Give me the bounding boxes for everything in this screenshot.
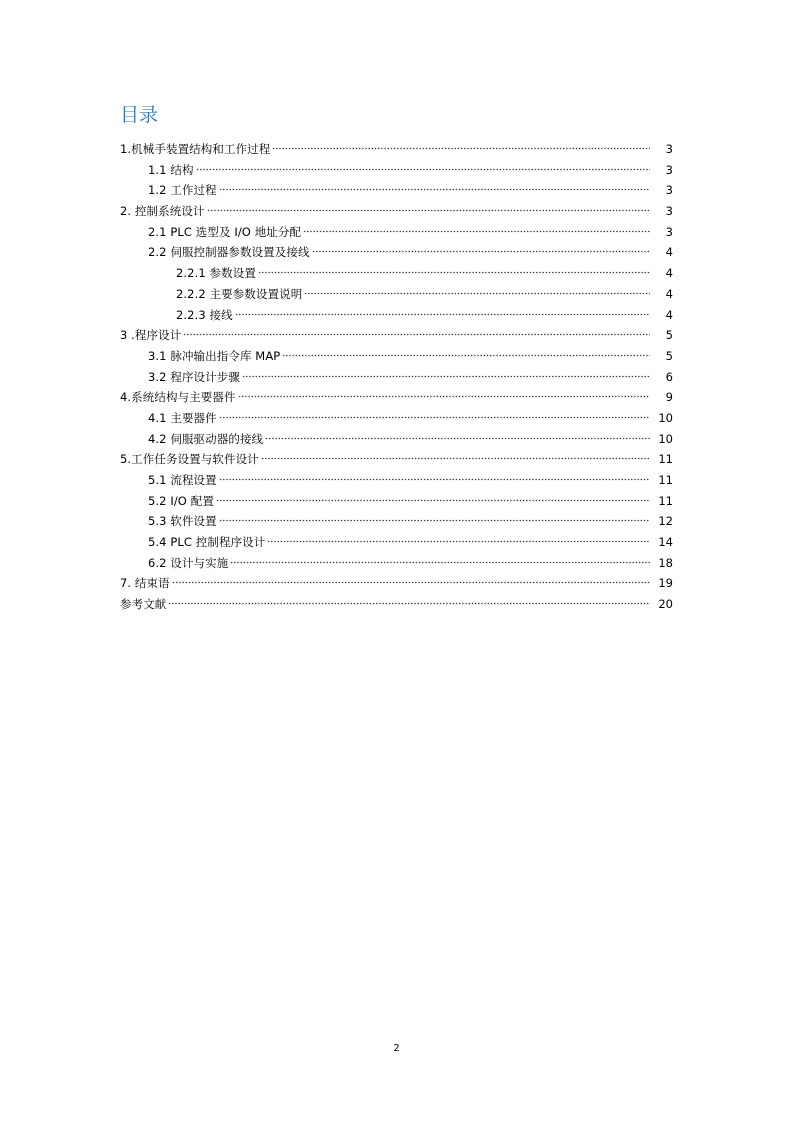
toc-entry-text: 2.2.2 主要参数设置说明 [176,286,303,301]
toc-dot-leader [196,161,650,171]
toc-entry[interactable] [0,408,793,429]
toc-entry-text: 1.1 结构 [148,162,194,177]
toc-dot-leader [238,388,650,398]
toc-entry-text: 2.1 PLC 选型及 I/O 地址分配 [148,224,302,239]
toc-entry-page: 14 [658,535,673,550]
toc-dot-leader [282,347,650,357]
toc-entry-page: 4 [665,307,673,322]
toc-entry-text: 3.1 脉冲输出指令库 MAP [148,348,281,363]
toc-entry-page: 3 [665,162,673,177]
toc-entry[interactable] [0,491,793,512]
toc-entry[interactable] [0,139,793,160]
toc-entry-page: 3 [665,224,673,239]
toc-dot-leader [207,202,650,212]
toc-entry-page: 10 [658,431,673,446]
toc-dot-leader [235,306,650,316]
toc-entry-page: 6 [665,369,673,384]
toc-dot-leader [265,430,650,440]
toc-entry-page: 11 [658,452,673,467]
toc-entry[interactable] [0,367,793,388]
toc-entry-text: 5.4 PLC 控制程序设计 [148,535,266,550]
toc-entry-text: 5.2 I/O 配置 [148,493,214,508]
toc-entry[interactable] [0,160,793,181]
toc-entry-text: 4.1 主要器件 [148,410,217,425]
toc-entry[interactable] [0,573,793,594]
toc-entry-text: 2.2 伺服控制器参数设置及接线 [148,245,310,260]
toc-dot-leader [272,140,650,150]
toc-entry[interactable] [0,532,793,553]
toc-entry[interactable] [0,284,793,305]
toc-dot-leader [242,368,650,378]
toc-dot-leader [219,512,650,522]
toc-entry-page: 3 [665,142,673,156]
toc-entry-page: 3 [665,204,673,219]
toc-entry[interactable] [0,201,793,222]
toc-entry-text: 4.2 伺服驱动器的接线 [148,431,264,446]
toc-dot-leader [219,409,650,419]
toc-entry[interactable] [0,263,793,284]
toc-dot-leader [267,533,650,543]
toc-dot-leader [312,243,650,253]
toc-entry[interactable] [0,553,793,574]
toc-entry[interactable] [0,305,793,326]
toc-entry-text: 5.1 流程设置 [148,473,217,487]
toc-entry-text: 2.2.1 参数设置 [176,266,256,281]
toc-entry-text: 参考文献 [120,597,167,612]
toc-entry-text: 3.2 程序设计步骤 [148,369,240,384]
toc-dot-leader [258,264,650,274]
toc-entry-page: 11 [658,473,673,487]
toc-entry[interactable] [0,346,793,367]
toc-dot-leader [230,554,650,564]
toc-list [0,139,793,615]
toc-entry-page: 19 [658,576,673,591]
toc-dot-leader [183,326,650,336]
toc-entry-text: 5.工作任务设置与软件设计 [120,452,259,467]
toc-entry-text: 2.2.3 接线 [176,307,233,322]
toc-entry[interactable] [0,222,793,243]
toc-dot-leader [304,285,650,295]
toc-entry[interactable] [0,429,793,450]
toc-entry-text: 2. 控制系统设计 [120,204,205,219]
toc-entry-page: 11 [658,493,673,508]
toc-entry[interactable] [0,594,793,615]
toc-entry-text: 5.3 软件设置 [148,514,217,529]
toc-entry-page: 10 [658,410,673,425]
page-number: 2 [393,1043,400,1054]
toc-entry[interactable] [0,180,793,201]
toc-entry[interactable] [0,325,793,346]
toc-entry-text: 1.2 工作过程 [148,183,217,198]
toc-entry-text: 3 .程序设计 [120,328,182,343]
toc-entry-page: 3 [665,183,673,198]
toc-entry-page: 5 [665,328,673,343]
toc-dot-leader [172,574,650,584]
toc-entry[interactable] [0,242,793,263]
toc-entry-page: 20 [658,597,673,612]
toc-entry-page: 9 [665,390,673,405]
toc-entry-text: 6.2 设计与实施 [148,555,229,570]
toc-dot-leader [168,595,650,605]
toc-entry-text: 1.机械手装置结构和工作过程 [120,142,271,156]
toc-entry-page: 4 [665,245,673,260]
toc-dot-leader [216,492,650,502]
toc-entry[interactable] [0,511,793,532]
toc-entry-page: 12 [658,514,673,529]
toc-entry[interactable] [0,387,793,408]
toc-entry[interactable] [0,449,793,470]
toc-dot-leader [219,181,650,191]
toc-entry-page: 4 [665,286,673,301]
toc-dot-leader [261,450,650,460]
toc-entry-page: 4 [665,266,673,281]
toc-title: 目录 [120,104,159,126]
toc-entry-text: 4.系统结构与主要器件 [120,390,236,405]
toc-dot-leader [303,223,650,233]
toc-entry-page: 5 [665,348,673,363]
toc-entry-text: 7. 结束语 [120,576,170,591]
toc-entry-page: 18 [658,555,673,570]
toc-entry[interactable] [0,470,793,491]
toc-dot-leader [219,471,650,481]
